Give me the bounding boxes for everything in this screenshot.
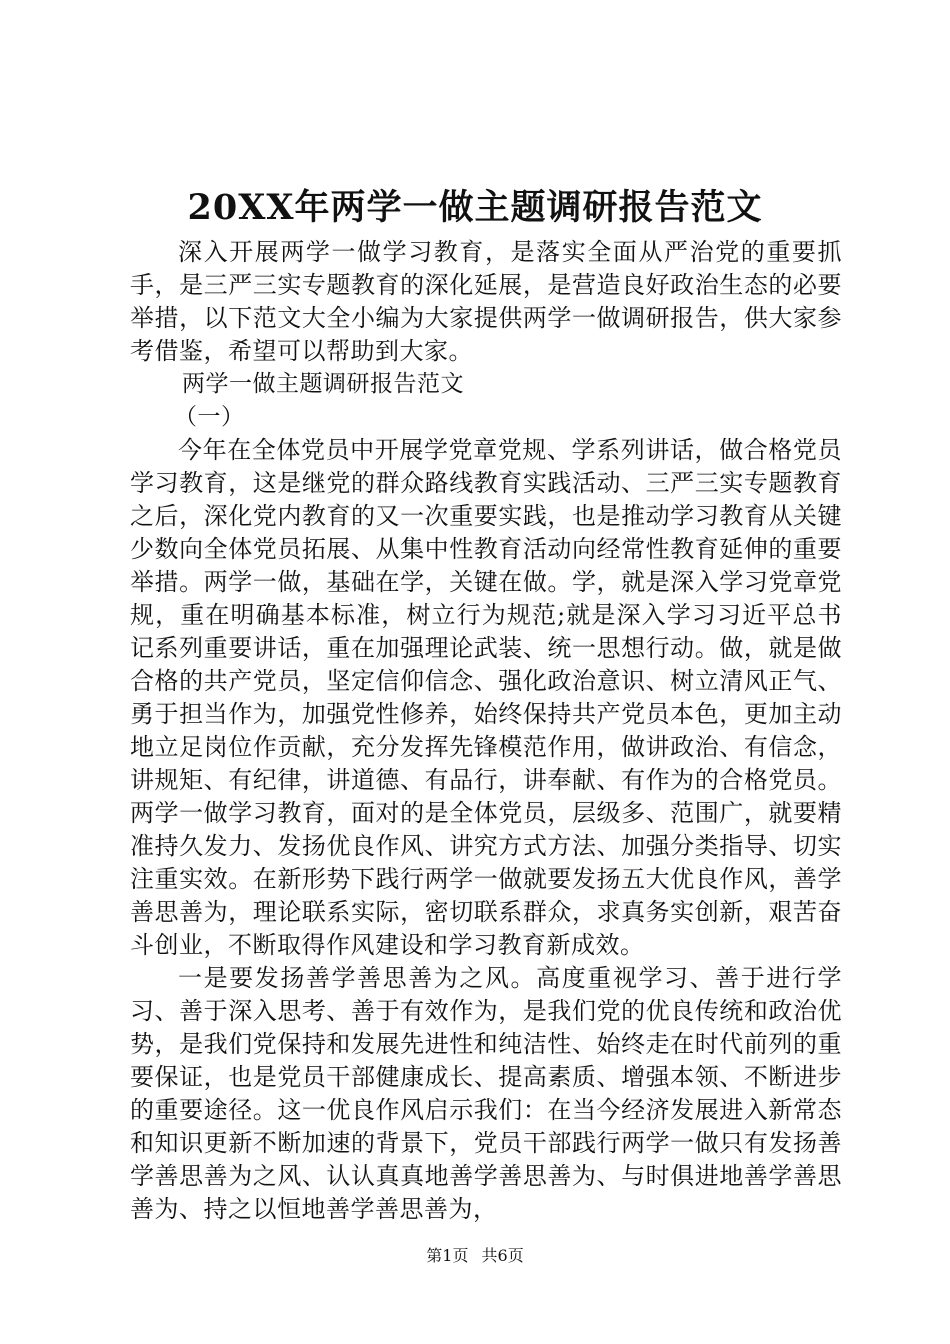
section-heading: 两学一做主题调研报告范文	[182, 371, 464, 397]
body-paragraph-1: 今年在全体党员中开展学党章党规、学系列讲话，做合格党员学习教育，这是继党的群众路线教育实践活动、三严三实专题教育之后，深化党内教育的又一次重要实践，也是推动学习教育从关键少数向全体党员拓展、从集中性教育活动向经常性教育延伸的重要举措。两学一做，基础在学，关键在做。学，就是深入学习党章党规，重在明确基本标准，树立行为规范;就是深入学习习近平总书记系列重要讲话，重在加强理论武装、统一思想行动。做，就是做合格的共产党员，坚定信仰信念、强化政治意识、树立清风正气、勇于担当作为，加强党性修养，始终保持共产党员本色，更加主动地立足岗位作贡献，充分发挥先锋模范作用，做讲政治、有信念，讲规矩、有纪律，讲道德、有品行，讲奉献、有作为的合格党员。两学一做学习教育，面对的是全体党员，层级多、范围广，就要精准持久发力、发扬优良作风、讲究方式方法、加强分类指导、切实注重实效。在新形势下践行两学一做就要发扬五大优良作风，善学善思善为，理论联系实际，密切联系群众，求真务实创新，艰苦奋斗创业，不断取得作风建设和学习教育新成效。	[130, 436, 842, 959]
page-footer	[0, 1244, 950, 1268]
page-number: 第1页	[426, 1246, 469, 1265]
page-total: 共6页	[481, 1246, 524, 1265]
document-title: 20XX年两学一做主题调研报告范文	[187, 187, 763, 228]
document-body	[130, 236, 842, 1226]
intro-paragraph: 深入开展两学一做学习教育，是落实全面从严治党的重要抓手，是三严三实专题教育的深化延展，是营造良好政治生态的必要举措，以下范文大全小编为大家提供两学一做调研报告，供大家参考借鉴，希望可以帮助到大家。	[130, 238, 842, 365]
body-paragraph-2: 一是要发扬善学善思善为之风。高度重视学习、善于进行学习、善于深入思考、善于有效作为，是我们党的优良传统和政治优势，是我们党保持和发展先进性和纯洁性、始终走在时代前列的重要保证，也是党员干部健康成长、提高素质、增强本领、不断进步的重要途径。这一优良作风启示我们：在当今经济发展进入新常态和知识更新不断加速的背景下，党员干部践行两学一做只有发扬善学善思善为之风、认认真真地善学善思善为、与时俱进地善学善思善为、持之以恒地善学善思善为，	[130, 964, 842, 1223]
section-number: （一）	[174, 404, 245, 430]
